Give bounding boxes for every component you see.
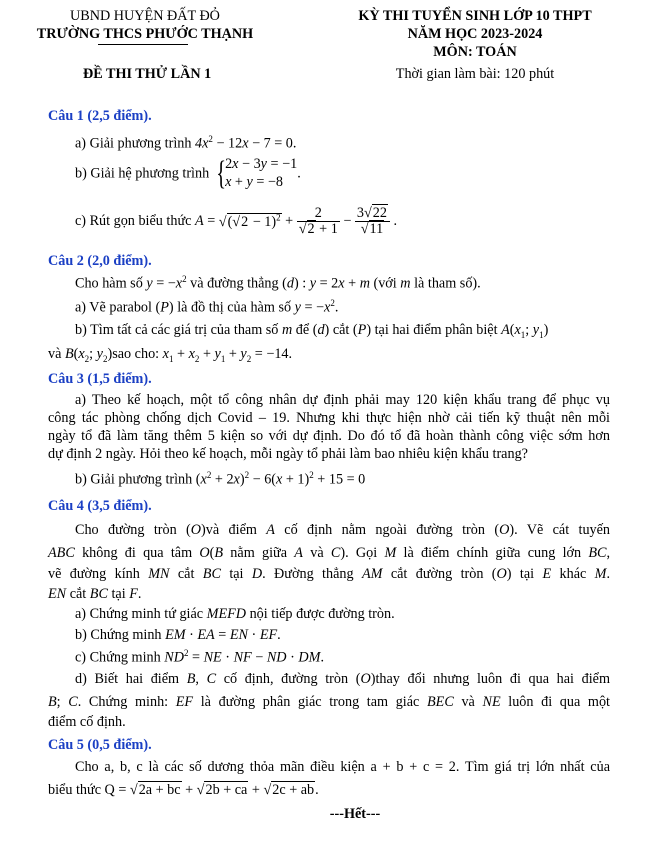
q4-title: Câu 4 (3,5 điểm). xyxy=(48,498,152,514)
q1-b: b) Giải hệ phương trình { 2x − 3y = −1 x + y = −8 . xyxy=(75,154,301,192)
q4-p4: EN cắt BC tại F. xyxy=(48,586,142,602)
q4-d-line3: điểm cố định. xyxy=(48,714,126,730)
school-dept: UBND HUYỆN ĐẤT ĐỎ xyxy=(70,8,220,24)
school-year: NĂM HỌC 2023-2024 xyxy=(407,26,543,42)
q2-b: b) Tìm tất cả các giá trị của tham số m để (d) cắt (P) tại hai điểm phân biệt $A(x_1$; $y_1$) xyxy=(75,322,549,340)
school-underline xyxy=(98,44,188,45)
end-marker: ---Hết--- xyxy=(329,806,381,822)
q4-p1: Cho đường tròn (O)và điểm A cố định nằm ngoài đường tròn (O). Vẽ cát tuyến xyxy=(75,522,611,538)
q5-title: Câu 5 (0,5 điểm). xyxy=(48,737,152,753)
q2-a: a) Vẽ parabol (P) là đồ thị của hàm số $y = -x^2$. xyxy=(75,298,339,316)
q3-a-line4: dự định 2 ngày. Hỏi theo kế hoạch, mỗi ngày tổ phải làm bao nhiêu kiện khẩu trang? xyxy=(48,446,528,462)
q4-d-line2: B; C. Chứng minh: EF là đường phân giác trong tam giác BEC và NE luôn đi qua một xyxy=(48,694,610,710)
q4-d-line1: d) Biết hai điểm B, C cố định, đường tròn (O)thay đổi nhưng luôn đi qua hai điểm xyxy=(75,671,610,687)
exam-name: KỲ THI TUYỂN SINH LỚP 10 THPT xyxy=(358,8,592,24)
time-limit: Thời gian làm bài: 120 phút xyxy=(395,66,555,82)
q3-b: b) Giải phương trình $(x^2 + 2x)^2 - 6(x + 1)^2 + 15 = 0$ xyxy=(75,470,366,488)
q2-title: Câu 2 (2,0 điểm). xyxy=(48,253,152,269)
q4-p3: vẽ đường kính MN cắt BC tại D. Đường thẳng AM cắt đường tròn (O) tại E khác M. xyxy=(48,566,611,582)
q2-intro: Cho hàm số $y = -x^2$ và đường thẳng (d) : y = 2x + m (với m là tham số). xyxy=(75,274,481,292)
q1-title: Câu 1 (2,5 điểm). xyxy=(48,108,152,124)
q3-title: Câu 3 (1,5 điểm). xyxy=(48,371,152,387)
q4-b: b) Chứng minh EM · EA = EN · EF. xyxy=(75,627,281,643)
q3-a-line2: công tác phòng chống dịch Covid – 19. Nhưng khi thực hiện nhờ cải tiến kỹ thuật nên mỗi xyxy=(48,410,610,426)
exam-attempt: ĐỀ THI THỬ LẦN 1 xyxy=(83,66,212,82)
q1-c: c) Rút gọn biểu thức $A = √(√2 - 1)^2$ + $\frac{2}{√2 + 1}$ − $\frac{3√22}{√11}$ . xyxy=(75,205,398,237)
q5-line1: Cho a, b, c là các số dương thỏa mãn điều kiện a + b + c = 2. Tìm giá trị lớn nhất của xyxy=(75,759,610,775)
q4-p2: ABC không đi qua tâm O(B nằm giữa A và C). Gọi M là điểm chính giữa cung lớn BC, xyxy=(48,545,611,561)
subject: MÔN: TOÁN xyxy=(433,44,517,60)
q4-c: c) Chứng minh $ND^2$ = NE · NF − ND · DM. xyxy=(75,648,324,666)
q3-a-line3: ngày tổ đã làm tăng thêm 5 kiện so với dự định. Do đó tổ đã hoàn thành công việc sớm hơn xyxy=(48,428,610,444)
q1-a: a) Giải phương trình $4x^2 - 12x - 7 = 0$. xyxy=(75,134,297,152)
q4-a: a) Chứng minh tứ giác MEFD nội tiếp được đường tròn. xyxy=(75,606,395,622)
school-name: TRƯỜNG THCS PHƯỚC THẠNH xyxy=(36,26,254,42)
q2-b-line2: và $B(x_2$; $y_2)sao$ cho: $x_1 + x_2 + y_1 + y_2 = -14$. xyxy=(48,346,293,364)
q5-line2: biểu thức Q = √2a + bc + √2b + ca + √2c + ab. xyxy=(48,782,319,798)
q3-a-line1: a) Theo kế hoạch, một tổ công nhân dự định phải may 120 kiện khẩu trang để phục vụ xyxy=(75,392,610,408)
